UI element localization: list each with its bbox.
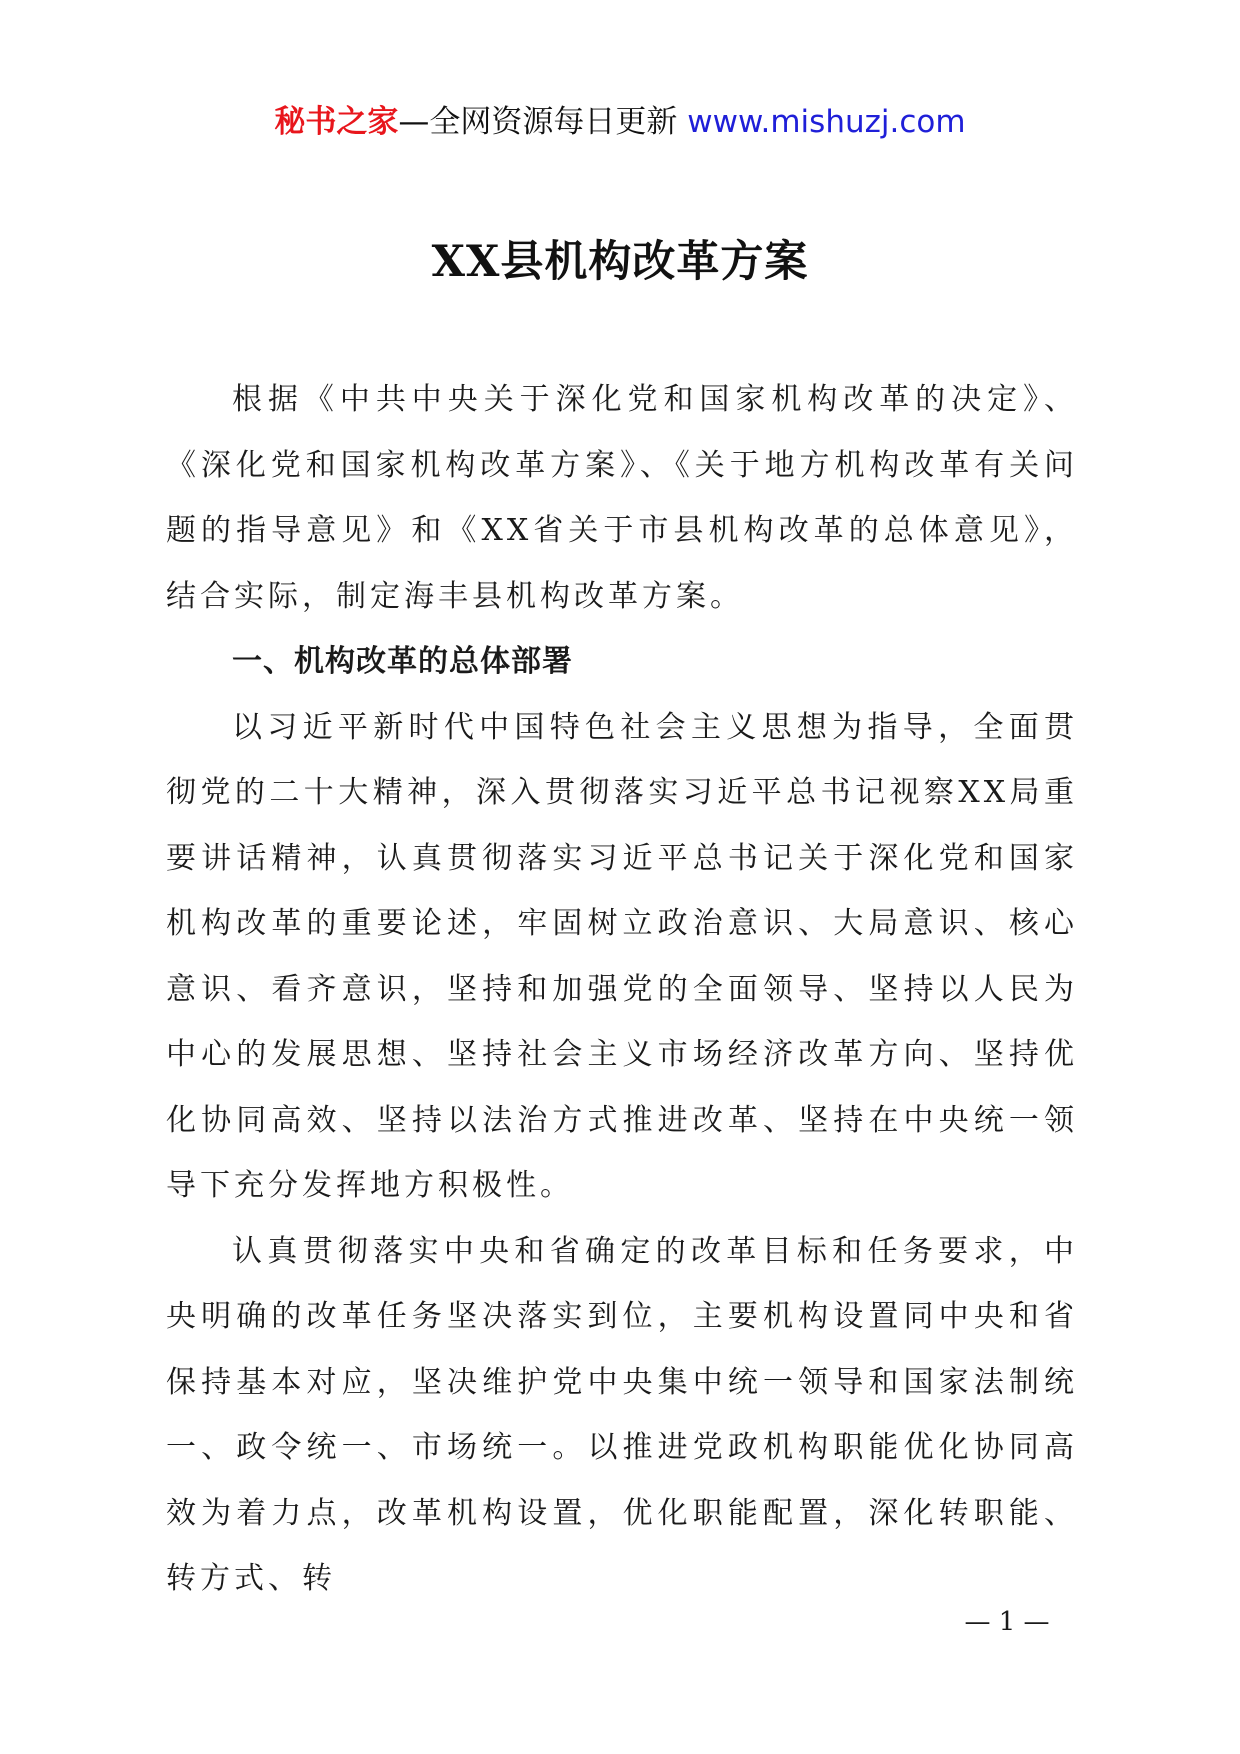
page-number: — 1 — [964,1607,1050,1637]
section-heading: 一、机构改革的总体部署 [232,644,573,679]
site-brand-name: 秘书之家 [274,104,399,140]
document-body [166,367,1078,1612]
site-header-banner [0,102,1240,142]
body-paragraph: 认真贯彻落实中央和省确定的改革目标和任务要求，中央明确的改革任务坚决落实到位，主要机构设置同中央和省保持基本对应，坚决维护党中央集中统一领导和国家法制统一、政令统一、市场统一。以推进党政机构职能优化协同高效为着力点，改革机构设置，优化职能配置，深化转职能、转方式、转 [166,1233,1078,1596]
site-slogan: —全网资源每日更新 [398,104,688,140]
site-url-link[interactable]: www.mishuzj.com [687,104,966,140]
body-paragraph: 以习近平新时代中国特色社会主义思想为指导，全面贯彻党的二十大精神，深入贯彻落实习近平总书记视察XX局重要讲话精神，认真贯彻落实习近平总书记关于深化党和国家机构改革的重要论述，牢固树立政治意识、大局意识、核心意识、看齐意识，坚持和加强党的全面领导、坚持以人民为中心的发展思想、坚持社会主义市场经济改革方向、坚持优化协同高效、坚持以法治方式推进改革、坚持在中央统一领导下充分发挥地方积极性。 [166,709,1078,1203]
intro-paragraph: 根据《中共中央关于深化党和国家机构改革的决定》、《深化党和国家机构改革方案》、《关于地方机构改革有关问题的指导意见》和《XX省关于市县机构改革的总体意见》，结合实际，制定海丰县机构改革方案。 [166,382,1078,614]
document-title: XX县机构改革方案 [431,237,809,287]
